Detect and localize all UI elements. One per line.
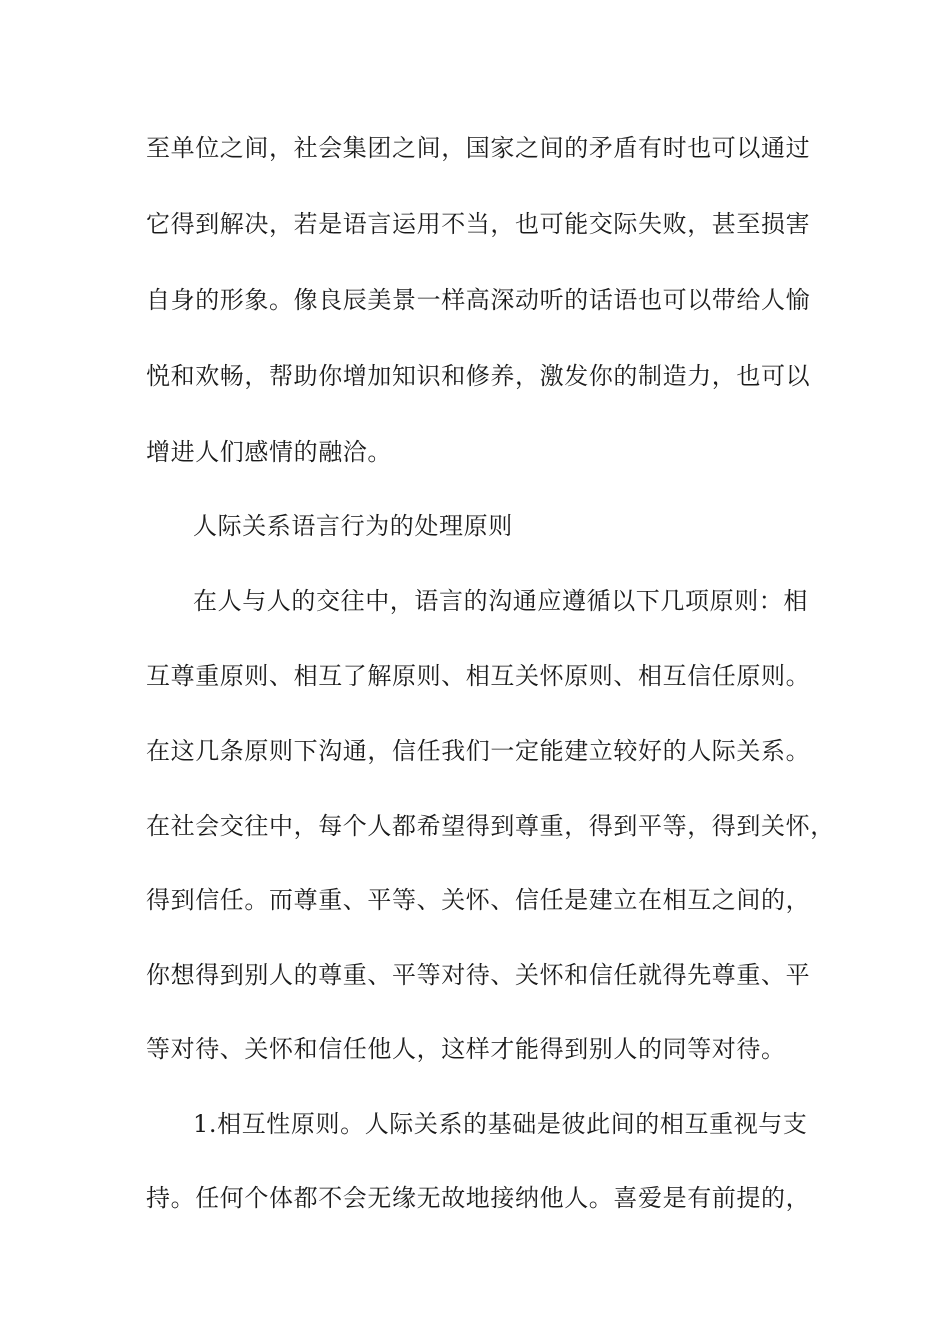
text-line: 互尊重原则、相互了解原则、相互关怀原则、相互信任原则。	[146, 662, 811, 690]
text-line: 得到信任。而尊重、平等、关怀、信任是建立在相互之间的，	[146, 886, 811, 914]
text-line: 持。任何个体都不会无缘无故地接纳他人。喜爱是有前提的，	[146, 1184, 811, 1212]
text-line: 它得到解决，若是语言运用不当，也可能交际失败，甚至损害	[146, 210, 811, 238]
text-line: 自身的形象。像良辰美景一样高深动听的话语也可以带给人愉	[146, 286, 811, 314]
text-line: 在这几条原则下沟通，信任我们一定能建立较好的人际关系。	[146, 737, 811, 765]
text-line: 你想得到别人的尊重、平等对待、关怀和信任就得先尊重、平	[146, 961, 811, 989]
text-line: 等对待、关怀和信任他人，这样才能得到别人的同等对待。	[146, 1035, 786, 1063]
text-line: 在社会交往中，每个人都希望得到尊重，得到平等，得到关怀，	[146, 812, 835, 840]
numbered-principle: 1.相互性原则。人际关系的基础是彼此间的相互重视与支	[193, 1110, 808, 1138]
text-line: 悦和欢畅，帮助你增加知识和修养，激发你的制造力，也可以	[146, 362, 811, 390]
text-line: 增进人们感情的融洽。	[146, 438, 392, 466]
text-line: 至单位之间，社会集团之间，国家之间的矛盾有时也可以通过	[146, 134, 811, 162]
text-line: 在人与人的交往中，语言的沟通应遵循以下几项原则：相	[193, 587, 808, 615]
section-heading: 人际关系语言行为的处理原则	[193, 512, 513, 540]
